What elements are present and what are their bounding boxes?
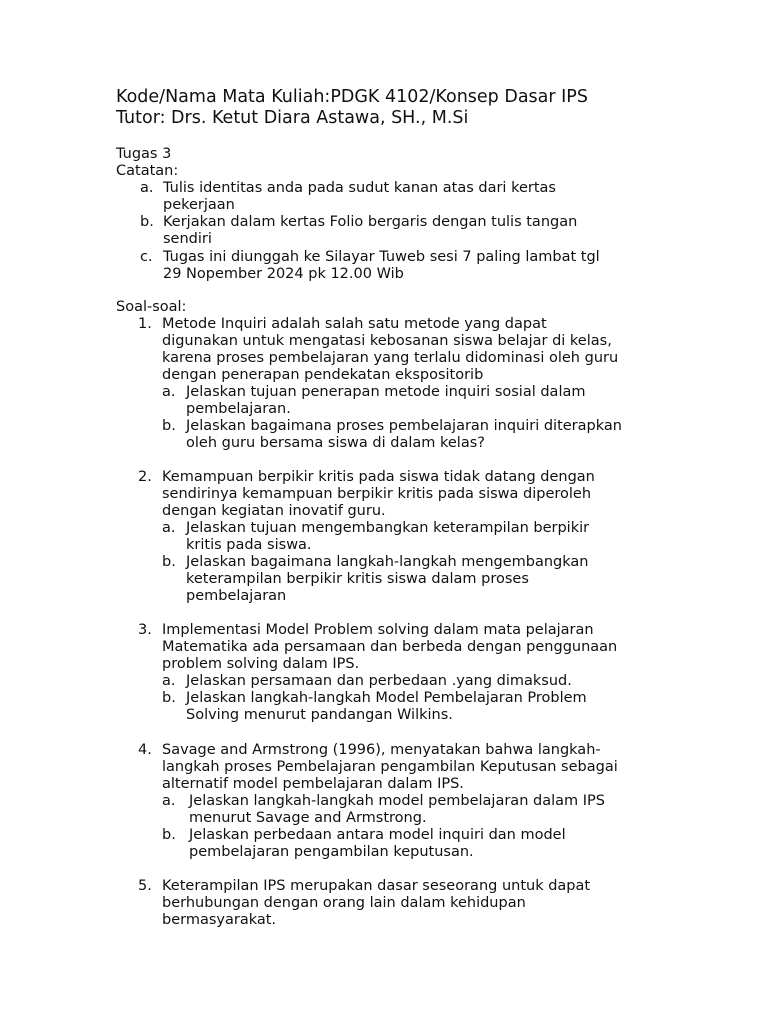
sub-question-text: kritis pada siswa. <box>186 537 312 553</box>
sub-question-marker: b. <box>162 690 176 706</box>
question-text: Kemampuan berpikir kritis pada siswa tidak datang dengan <box>162 469 595 485</box>
question-text: sendirinya kemampuan berpikir kritis pada siswa diperoleh <box>162 486 592 502</box>
sub-question-marker: a. <box>162 673 176 689</box>
sub-question-text: pembelajaran. <box>186 401 291 417</box>
question-number: 4. <box>138 742 152 758</box>
sub-question-text: Jelaskan bagaimana langkah-langkah mengembangkan <box>186 554 589 570</box>
question-text: Savage and Armstrong (1996), menyatakan bahwa langkah- <box>162 742 601 758</box>
sub-question-marker: b. <box>162 827 176 843</box>
sub-question-text: oleh guru bersama siswa di dalam kelas? <box>186 435 485 451</box>
question-text: berhubungan dengan orang lain dalam kehidupan <box>162 895 526 911</box>
question-text: alternatif model pembelajaran dalam IPS. <box>162 776 464 792</box>
note-marker: c. <box>140 249 153 265</box>
sub-question-text: pembelajaran <box>186 588 287 604</box>
question-number: 2. <box>138 469 152 485</box>
question-text: Implementasi Model Problem solving dalam mata pelajaran <box>162 622 594 638</box>
tutor-line: Tutor: Drs. Ketut Diara Astawa, SH., M.Si <box>116 108 469 128</box>
question-number: 1. <box>138 316 152 332</box>
questions-heading: Soal-soal: <box>116 299 187 315</box>
course-title: Kode/Nama Mata Kuliah:PDGK 4102/Konsep Dasar IPS <box>116 87 588 107</box>
sub-question-text: Jelaskan tujuan penerapan metode inquiri sosial dalam <box>186 384 586 400</box>
question-text: Keterampilan IPS merupakan dasar seseorang untuk dapat <box>162 878 591 894</box>
question-number: 3. <box>138 622 152 638</box>
note-marker: a. <box>140 180 154 196</box>
sub-question-marker: b. <box>162 554 176 570</box>
question-text: Metode Inquiri adalah salah satu metode yang dapat <box>162 316 547 332</box>
sub-question-text: Jelaskan langkah-langkah model pembelajaran dalam IPS <box>189 793 605 809</box>
question-text: langkah proses Pembelajaran pengambilan Keputusan sebagai <box>162 759 618 775</box>
question-text: problem solving dalam IPS. <box>162 656 360 672</box>
note-marker: b. <box>140 214 154 230</box>
sub-question-text: Jelaskan persamaan dan perbedaan .yang dimaksud. <box>186 673 572 689</box>
note-text: sendiri <box>163 231 212 247</box>
sub-question-text: Jelaskan perbedaan antara model inquiri dan model <box>189 827 566 843</box>
sub-question-text: keterampilan berpikir kritis siswa dalam proses <box>186 571 529 587</box>
notes-heading: Catatan: <box>116 163 179 179</box>
note-text: pekerjaan <box>163 197 235 213</box>
sub-question-text: Jelaskan tujuan mengembangkan keterampilan berpikir <box>186 520 590 536</box>
note-text: 29 Nopember 2024 pk 12.00 Wib <box>163 266 404 282</box>
note-text: Tulis identitas anda pada sudut kanan atas dari kertas <box>163 180 556 196</box>
sub-question-text: Solving menurut pandangan Wilkins. <box>186 707 453 723</box>
sub-question-marker: a. <box>162 384 176 400</box>
question-text: karena proses pembelajaran yang terlalu didominasi oleh guru <box>162 350 619 366</box>
sub-question-text: Jelaskan langkah-langkah Model Pembelajaran Problem <box>186 690 587 706</box>
sub-question-marker: b. <box>162 418 176 434</box>
question-text: digunakan untuk mengatasi kebosanan siswa belajar di kelas, <box>162 333 612 349</box>
note-text: Kerjakan dalam kertas Folio bergaris dengan tulis tangan <box>163 214 578 230</box>
question-text: bermasyarakat. <box>162 912 277 928</box>
sub-question-text: Jelaskan bagaimana proses pembelajaran inquiri diterapkan <box>186 418 622 434</box>
question-text: dengan penerapan pendekatan ekspositorib <box>162 367 484 383</box>
question-text: dengan kegiatan inovatif guru. <box>162 503 386 519</box>
question-number: 5. <box>138 878 152 894</box>
note-text: Tugas ini diunggah ke Silayar Tuweb sesi 7 paling lambat tgl <box>163 249 600 265</box>
sub-question-marker: a. <box>162 793 176 809</box>
question-text: Matematika ada persamaan dan berbeda dengan penggunaan <box>162 639 618 655</box>
sub-question-text: pembelajaran pengambilan keputusan. <box>189 844 474 860</box>
sub-question-marker: a. <box>162 520 176 536</box>
assignment-label: Tugas 3 <box>116 146 172 162</box>
sub-question-text: menurut Savage and Armstrong. <box>189 810 427 826</box>
